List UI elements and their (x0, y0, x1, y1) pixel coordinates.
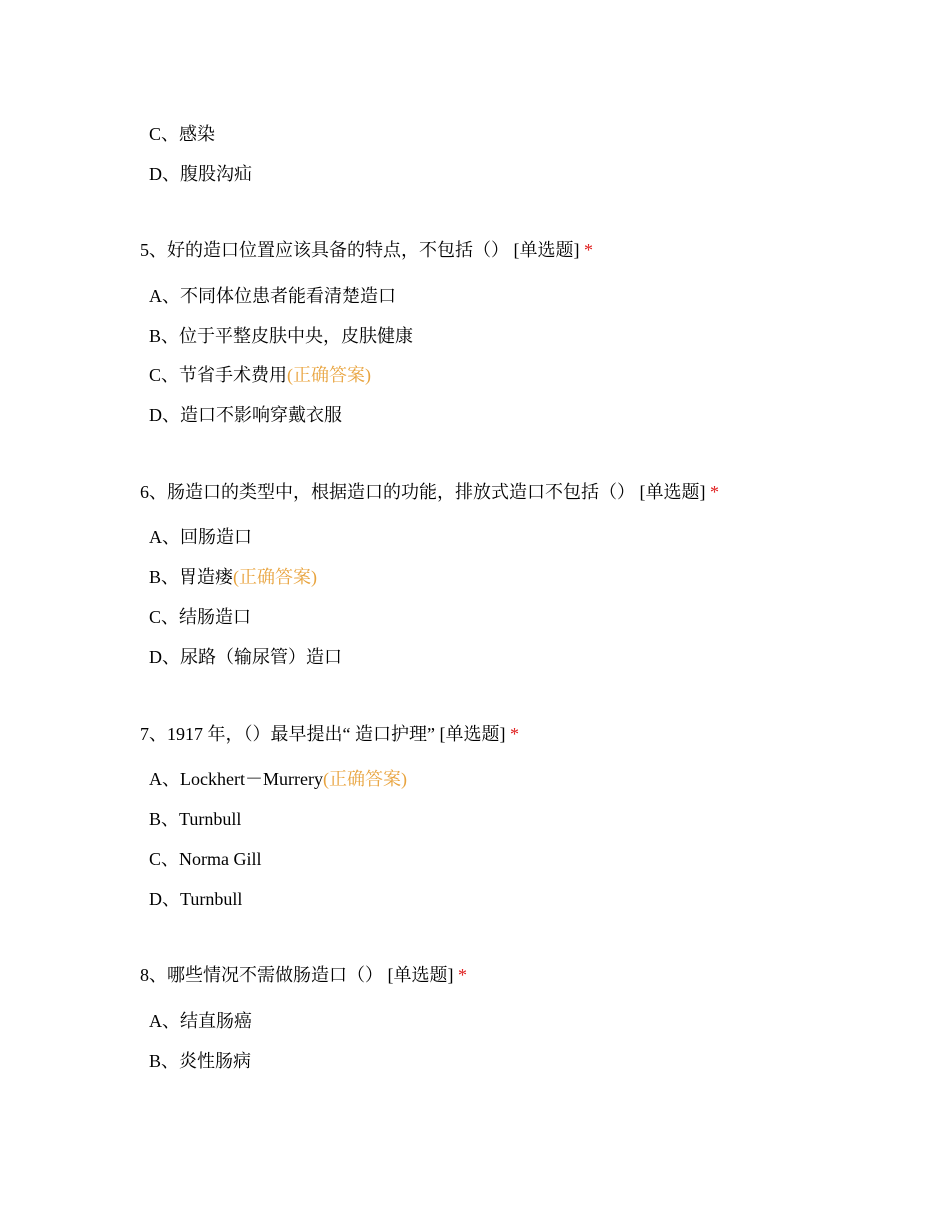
option-q5-d (149, 404, 342, 426)
correct-answer-tag: (正确答案) (287, 365, 372, 385)
option-q7-b (149, 808, 241, 830)
question-text: 8、哪些情况不需做肠造口（） [单选题] (140, 965, 454, 985)
option-q4-d (149, 163, 252, 185)
option-text: C、结肠造口 (149, 607, 252, 627)
option-text: B、胃造瘘 (149, 567, 234, 587)
question-text: 6、肠造口的类型中，根据造口的功能，排放式造口不包括（） [单选题] (140, 482, 706, 502)
question-6 (140, 481, 719, 503)
option-q7-d (149, 888, 242, 910)
option-text: D、腹股沟疝 (149, 164, 252, 184)
option-q8-a (149, 1010, 252, 1032)
option-q5-b (149, 325, 413, 347)
option-text: C、节省手术费用 (149, 365, 288, 385)
option-text: B、Turnbull (149, 809, 242, 829)
option-q7-c (149, 848, 262, 870)
correct-answer-tag: (正确答案) (322, 769, 407, 789)
required-star: * (584, 240, 593, 260)
required-star: * (509, 724, 519, 744)
option-q6-b (149, 566, 317, 588)
option-text: A、结直肠癌 (149, 1011, 252, 1031)
option-text: B、位于平整皮肤中央，皮肤健康 (149, 326, 414, 346)
option-text: A、不同体位患者能看清楚造口 (149, 286, 396, 306)
required-star: * (458, 965, 467, 985)
correct-answer-tag: (正确答案) (233, 567, 318, 587)
option-text: D、尿路（输尿管）造口 (149, 647, 342, 667)
option-q5-a (149, 285, 396, 307)
option-text: B、炎性肠病 (149, 1051, 252, 1071)
required-star: * (710, 482, 719, 502)
option-q4-c (149, 123, 215, 145)
option-q5-c (149, 364, 371, 386)
option-text: C、感染 (149, 124, 216, 144)
option-q7-a (149, 768, 407, 790)
option-text: C、Norma Gill (149, 849, 262, 869)
question-7 (140, 723, 519, 745)
option-text: D、Turnbull (149, 889, 243, 909)
option-q8-b (149, 1050, 251, 1072)
option-q6-c (149, 606, 251, 628)
question-5 (140, 239, 593, 261)
option-text: A、回肠造口 (149, 527, 252, 547)
question-text: 5、好的造口位置应该具备的特点，不包括（） [单选题] (140, 240, 580, 260)
option-q6-a (149, 526, 252, 548)
question-8 (140, 964, 467, 986)
option-text: D、造口不影响穿戴衣服 (149, 405, 342, 425)
question-text: 7、1917 年，（）最早提出“ 造口护理” [单选题] (140, 724, 506, 744)
option-text: A、Lockhert－Murrery (149, 769, 323, 789)
option-q6-d (149, 646, 342, 668)
